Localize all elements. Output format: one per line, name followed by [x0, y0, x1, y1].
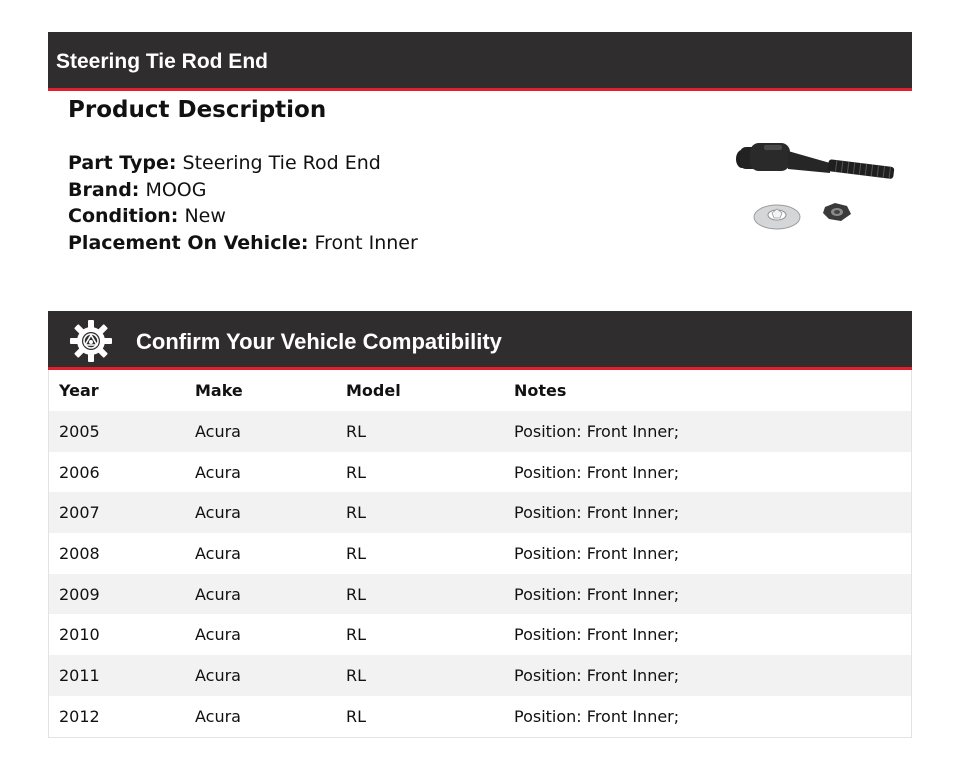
column-model: Model — [346, 381, 401, 400]
compatibility-title: Confirm Your Vehicle Compatibility — [136, 329, 502, 354]
compatibility-table — [48, 370, 912, 738]
cell-notes: Position: Front Inner; — [504, 452, 911, 493]
spec-placement — [68, 230, 418, 257]
cell-notes: Position: Front Inner; — [504, 574, 911, 615]
spec-key: Condition: — [68, 205, 179, 227]
cell-notes: Position: Front Inner; — [504, 655, 911, 696]
column-notes: Notes — [514, 381, 567, 400]
cell-make: Acura — [185, 411, 336, 452]
cell-year: 2012 — [49, 696, 185, 737]
cell-notes: Position: Front Inner; — [504, 492, 911, 533]
gear-icon — [70, 320, 112, 362]
cell-make: Acura — [185, 533, 336, 574]
table-row — [49, 533, 911, 574]
spec-key: Brand: — [68, 178, 140, 201]
spec-value: Front Inner — [314, 231, 418, 254]
cell-year: 2006 — [49, 452, 185, 493]
cell-make: Acura — [185, 452, 336, 493]
cell-model: RL — [336, 411, 504, 452]
cell-year: 2010 — [49, 614, 185, 655]
cell-notes: Position: Front Inner; — [504, 696, 911, 737]
product-title: Steering Tie Rod End — [56, 50, 268, 73]
cell-make: Acura — [185, 574, 336, 615]
product-image — [730, 135, 902, 235]
table-row — [49, 614, 911, 655]
spec-value: Steering Tie Rod End — [182, 152, 381, 174]
table-row — [49, 655, 911, 696]
cell-model: RL — [336, 452, 504, 493]
cell-model: RL — [336, 614, 504, 655]
spec-value: New — [184, 205, 226, 227]
spec-part-type — [68, 150, 418, 177]
tie-rod-graphic — [736, 143, 894, 179]
cell-model: RL — [336, 696, 504, 737]
table-row — [49, 411, 911, 452]
cell-notes: Position: Front Inner; — [504, 411, 911, 452]
table-row — [49, 452, 911, 493]
cell-year: 2008 — [49, 533, 185, 574]
cell-year: 2005 — [49, 411, 185, 452]
cell-make: Acura — [185, 655, 336, 696]
description-heading: Product Description — [68, 97, 327, 123]
cell-model: RL — [336, 533, 504, 574]
table-header-row — [49, 370, 911, 411]
spec-list — [68, 150, 418, 256]
table-row — [49, 696, 911, 737]
cell-year: 2007 — [49, 492, 185, 533]
lock-washer-graphic — [754, 205, 800, 229]
cell-notes: Position: Front Inner; — [504, 614, 911, 655]
cell-year: 2009 — [49, 574, 185, 615]
table-row — [49, 574, 911, 615]
cell-model: RL — [336, 492, 504, 533]
cell-make: Acura — [185, 696, 336, 737]
column-make: Make — [195, 381, 243, 400]
cell-make: Acura — [185, 614, 336, 655]
spec-key: Placement On Vehicle: — [68, 231, 309, 254]
spec-condition — [68, 203, 418, 230]
compatibility-bar — [48, 311, 912, 370]
spec-key: Part Type: — [68, 152, 177, 174]
cell-year: 2011 — [49, 655, 185, 696]
cell-model: RL — [336, 655, 504, 696]
column-year: Year — [59, 381, 99, 400]
cell-notes: Position: Front Inner; — [504, 533, 911, 574]
product-title-bar — [48, 32, 912, 91]
spec-brand — [68, 177, 418, 204]
cell-make: Acura — [185, 492, 336, 533]
table-row — [49, 492, 911, 533]
cell-model: RL — [336, 574, 504, 615]
hex-nut-graphic — [823, 203, 851, 221]
spec-value: MOOG — [145, 178, 207, 201]
